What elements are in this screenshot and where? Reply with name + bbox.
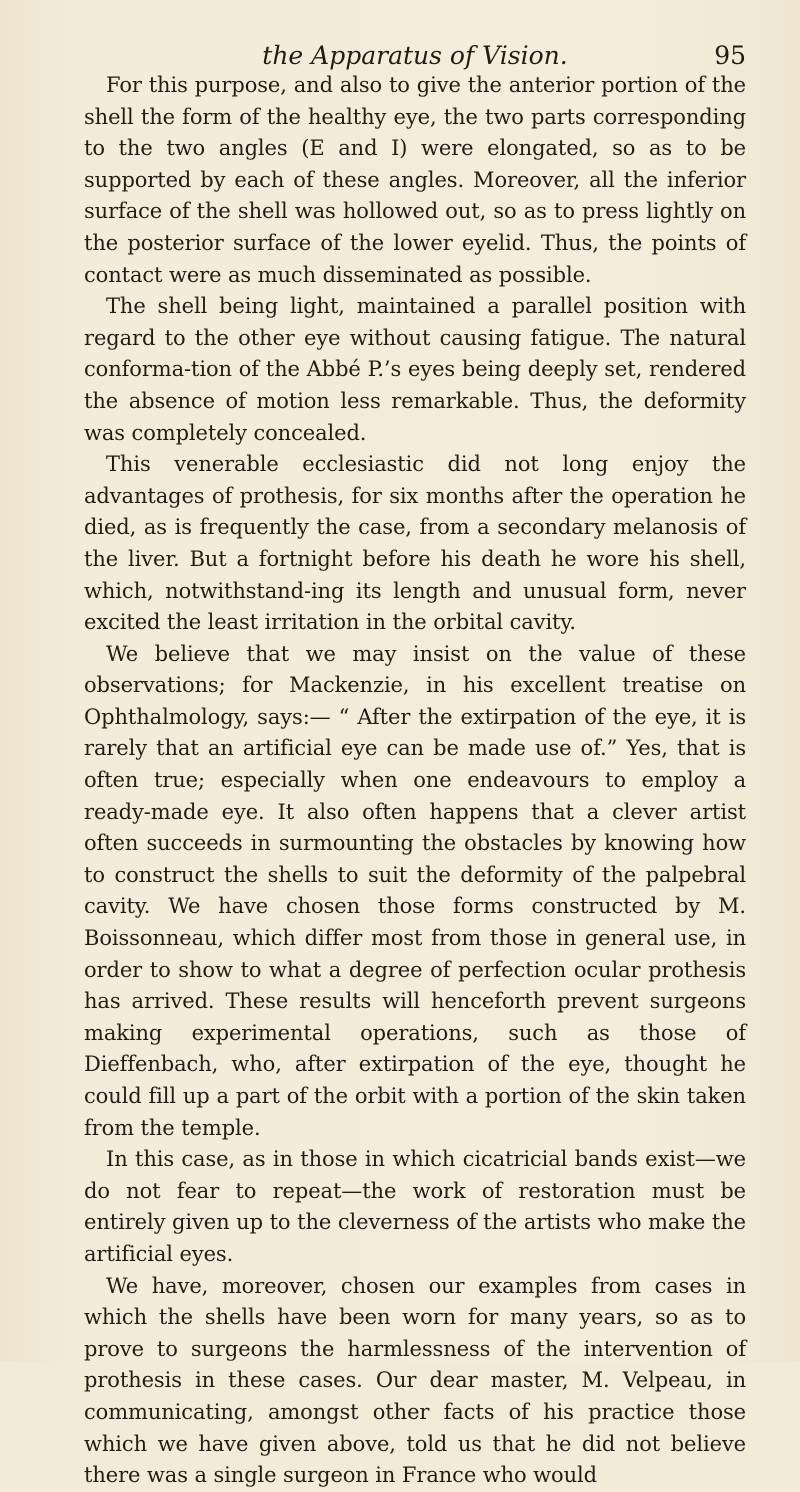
paragraph-examples: We have, moreover, chosen our examples from cases in which the shells have been worn for many years, so as to prove to surgeons the harmlessness of the intervention of prothesis in these cases. Our dear master, M. Velpeau, in communicating, amongst other facts of his practice those which we have given above, told us that he did not believe there was a single surgeon in France who would [84,1273,746,1488]
body-text [84,70,746,1492]
page-number: 95 [714,41,746,70]
paragraph-shell-light: The shell being light, maintained a parallel position with regard to the other eye without causing fatigue. The natural conforma-tion of the Abbé P.’s eyes being deeply set, rendered the absence of motion less remarkable. Thus, the deformity was completely concealed. [84,294,746,445]
paragraph-observations: We believe that we may insist on the value of these observations; for Mackenzie, in his excellent treatise on Ophthalmology, says:— “ After the extirpation of the eye, it is rarely that an artificial eye can be made use of.” Yes, that is often true; especially when one endeavours to employ a ready-made eye. It also often happens that a clever artist often succeeds in surmounting the obstacles by knowing how to construct the shells to suit the deformity of the palpebral cavity. We have chosen those forms constructed by M. Boissonneau, which differ most from those in general use, in order to show to what a degree of perfection ocular prothesis has arrived. These results will henceforth prevent surgeons making experimental operations, such as those of Dieffenbach, who, after extirpation of the eye, thought he could fill up a part of the orbit with a portion of the skin taken from the temple. [84,641,746,1140]
running-title: the Apparatus of Vision. [262,41,568,70]
paragraph-shell-form: For this purpose, and also to give the anterior portion of the shell the form of the healthy eye, the two parts corresponding to the two angles (E and I) were elongated, so as to be supported by each of these angles. Moreover, all the inferior surface of the shell was hollowed out, so as to press lightly on the posterior surface of the lower eyelid. Thus, the points of contact were as much disseminated as possible. [84,73,746,287]
running-head [84,0,746,70]
paragraph-ecclesiastic: This venerable ecclesiastic did not long enjoy the advantages of prothesis, for six months after the operation he died, as is frequently the case, from a secondary melanosis of the liver. But a fortnight before his death he wore his shell, which, notwithstand-ing its length and unusual form, never excited the least irritation in the orbital cavity. [84,452,746,635]
paragraph-cicatricial: In this case, as in those in which cicatricial bands exist—we do not fear to repeat—the work of restoration must be entirely given up to the cleverness of the artists who make the artificial eyes. [84,1147,746,1266]
